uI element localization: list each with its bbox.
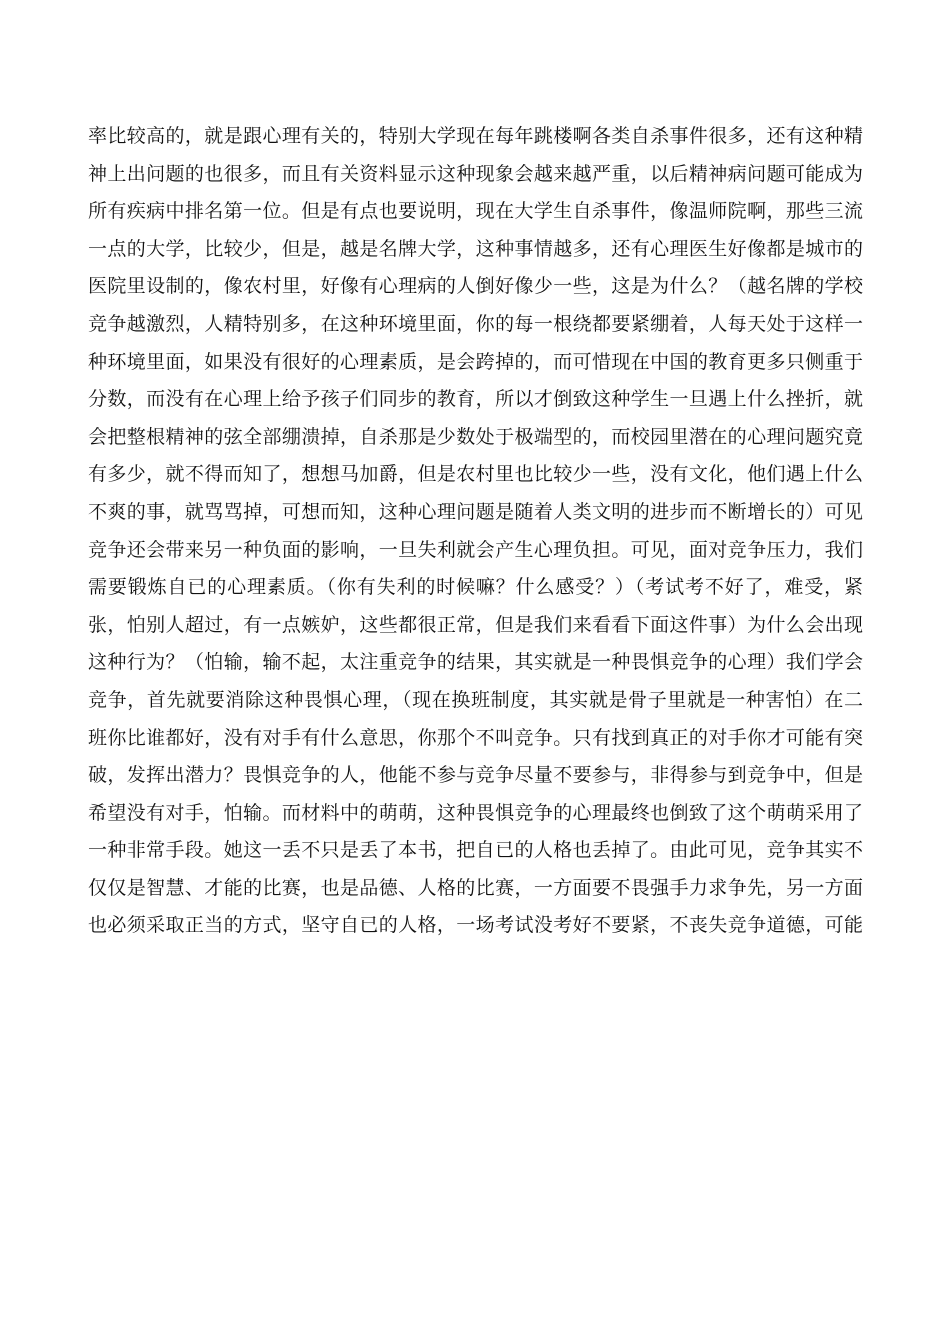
- text-line: 所有疾病中排名第一位。但是有点也要说明，现在大学生自杀事件，像温师院啊，那些三流: [88, 200, 863, 223]
- text-line: 希望没有对手，怕输。而材料中的萌萌，这种畏惧竞争的心理最终也倒致了这个萌萌采用了: [88, 801, 863, 824]
- text-line: 医院里设制的，像农村里，好像有心理病的人倒好像少一些，这是为什么？（越名牌的学校: [88, 275, 863, 298]
- text-line: 不爽的事，就骂骂掉，可想而知，这种心理问题是随着人类文明的进步而不断增长的）可见: [88, 500, 863, 523]
- text-line: 神上出问题的也很多，而且有关资料显示这种现象会越来越严重，以后精神病问题可能成为: [88, 162, 863, 185]
- text-line: 率比较高的，就是跟心理有关的，特别大学现在每年跳楼啊各类自杀事件很多，还有这种精: [88, 125, 863, 147]
- text-line: 仅仅是智慧、才能的比赛，也是品德、人格的比赛，一方面要不畏强手力求争先，另一方面: [88, 876, 863, 899]
- text-line: 一点的大学，比较少，但是，越是名牌大学，这种事情越多，还有心理医生好像都是城市的: [88, 237, 863, 260]
- text-line: 破，发挥出潜力？畏惧竞争的人，他能不参与竞争尽量不要参与，非得参与到竞争中，但是: [88, 764, 863, 787]
- text-line: 竞争，首先就要消除这种畏惧心理，（现在换班制度，其实就是骨子里就是一种害怕）在二: [88, 688, 863, 711]
- text-line: 这种行为？（怕输，输不起，太注重竞争的结果，其实就是一种畏惧竞争的心理）我们学会: [88, 651, 863, 674]
- text-line: 会把整根精神的弦全部绷溃掉，自杀那是少数处于极端型的，而校园里潜在的心理问题究竟: [88, 425, 863, 448]
- text-line: 班你比谁都好，没有对手有什么意思，你那个不叫竞争。只有找到真正的对手你才可能有突: [88, 726, 863, 749]
- text-line: 需要锻炼自已的心理素质。（你有失利的时候嘛？什么感受？）（考试考不好了，难受，紧: [88, 576, 863, 599]
- text-line: 有多少，就不得而知了，想想马加爵，但是农村里也比较少一些，没有文化，他们遇上什么: [88, 463, 863, 486]
- text-line: 一种非常手段。她这一丢不只是丢了本书，把自已的人格也丢掉了。由此可见，竞争其实不: [88, 839, 863, 862]
- text-line: 竞争越激烈，人精特别多，在这种环境里面，你的每一根绕都要紧绷着，人每天处于这样一: [88, 312, 863, 335]
- text-line: 种环境里面，如果没有很好的心理素质，是会跨掉的，而可惜现在中国的教育更多只侧重于: [88, 350, 863, 373]
- body-text: [88, 118, 863, 945]
- text-line: 竞争还会带来另一种负面的影响，一旦失利就会产生心理负担。可见，面对竞争压力，我们: [88, 538, 863, 561]
- text-line: 也必须采取正当的方式，坚守自已的人格，一场考试没考好不要紧，不丧失竞争道德，可能: [88, 914, 863, 937]
- text-line: 张，怕别人超过，有一点嫉妒，这些都很正常，但是我们来看看下面这件事）为什么会出现: [88, 613, 863, 636]
- text-line: 分数，而没有在心理上给予孩子们同步的教育，所以才倒致这种学生一旦遇上什么挫折，就: [88, 388, 863, 411]
